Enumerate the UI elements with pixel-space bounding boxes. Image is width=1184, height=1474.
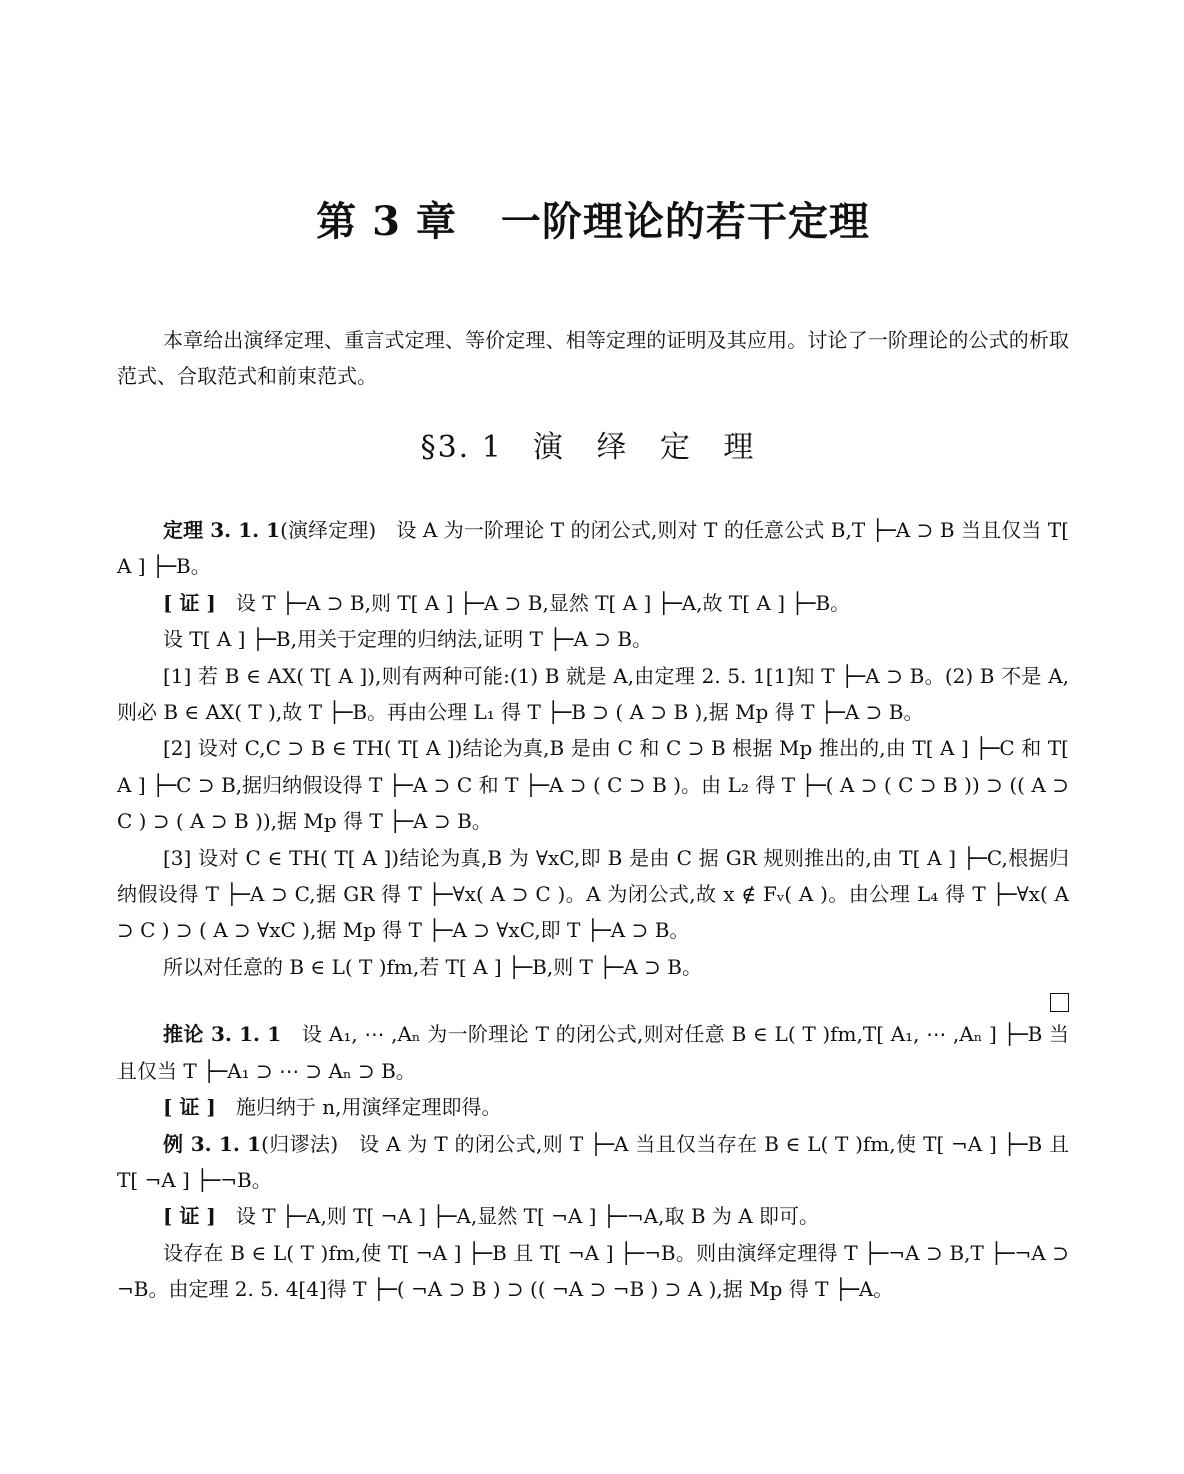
proof-conclusion bbox=[117, 949, 1069, 985]
proof-text: 施归纳于 n,用演绎定理即得。 bbox=[215, 1095, 502, 1120]
theorem-text: (演绎定理) 设 A 为一阶理论 T 的闭公式,则对 T 的任意公式 B,T ├─A ⊃ B 当且仅当 T[ A ] ├─B。 bbox=[117, 518, 1069, 579]
example-paragraph bbox=[117, 1126, 1069, 1199]
proof-paragraph bbox=[117, 1235, 1069, 1308]
section-body bbox=[117, 512, 1069, 1308]
proof-text: [1] 若 B ∈ AX( T[ A ]),则有两种可能:(1) B 就是 A,由定理 2. 5. 1[1]知 T ├─A ⊃ B。(2) B 不是 A,则必 B ∈ AX( T ),故 T ├─B。再由公理 L₁ 得 T ├─B ⊃ ( A ⊃ B ),据 Mp 得 T ├─A ⊃ B。 bbox=[117, 663, 1069, 725]
chapter-intro: 本章给出演绎定理、重言式定理、等价定理、相等定理的证明及其应用。讨论了一阶理论的公式的析取范式、合取范式和前束范式。 bbox=[117, 328, 1069, 388]
qed-square-icon bbox=[1050, 993, 1069, 1012]
proof-text: 所以对任意的 B ∈ L( T )fm,若 T[ A ] ├─B,则 T ├─A ⊃ B。 bbox=[163, 954, 702, 979]
chapter-title: 一阶理论的若干定理 bbox=[500, 198, 870, 245]
example-text: (归谬法) 设 A 为 T 的闭公式,则 T ├─A 当且仅当存在 B ∈ L( T )fm,使 T[ ¬A ] ├─B 且 T[ ¬A ] ├─¬B。 bbox=[117, 1131, 1069, 1192]
corollary-label: 推论 3. 1. 1 bbox=[163, 1022, 282, 1047]
proof-label: [ 证 ] bbox=[163, 1204, 216, 1229]
section-title: 演 绎 定 理 bbox=[532, 430, 766, 465]
proof-case-3 bbox=[117, 840, 1069, 949]
chapter-heading bbox=[117, 190, 1069, 247]
proof-label: [ 证 ] bbox=[163, 590, 216, 615]
chapter-number: 第 3 章 bbox=[316, 198, 457, 245]
proof-text: [2] 设对 C,C ⊃ B ∈ TH( T[ A ])结论为真,B 是由 C 和 C ⊃ B 根据 Mp 推出的,由 T[ A ] ├─C 和 T[ A ] ├─C ⊃ B,据归纳假设得 T ├─A ⊃ C 和 T ├─A ⊃ ( C ⊃ B )。由 L₂ 得 T ├─( A ⊃ ( C ⊃ B )) ⊃ (( A ⊃ C ) ⊃ ( A ⊃ B )),据 Mp 得 T ├─A ⊃ B。 bbox=[117, 736, 1069, 834]
proof-paragraph bbox=[117, 1089, 1069, 1125]
proof-case-1 bbox=[117, 658, 1069, 731]
proof-text: [3] 设对 C ∈ TH( T[ A ])结论为真,B 为 ∀xC,即 B 是由 C 据 GR 规则推出的,由 T[ A ] ├─C,根据归纳假设得 T ├─A ⊃ C,据 GR 得 T ├─∀x( A ⊃ C )。A 为闭公式,故 x ∉ Fᵥ( A )。由公理 L₄ 得 T ├─∀x( A ⊃ C ) ⊃ ( A ⊃ ∀xC ),据 Mp 得 T ├─A ⊃ ∀xC,即 T ├─A ⊃ B。 bbox=[117, 845, 1069, 943]
section-number: §3. 1 bbox=[420, 430, 503, 465]
corollary-paragraph bbox=[117, 1016, 1069, 1089]
example-label: 例 3. 1. 1 bbox=[163, 1131, 262, 1156]
proof-text: 设存在 B ∈ L( T )fm,使 T[ ¬A ] ├─B 且 T[ ¬A ] ├─¬B。则由演绎定理得 T ├─¬A ⊃ B,T ├─¬A ⊃ ¬B。由定理 2. 5. 4[4]得 T ├─( ¬A ⊃ B ) ⊃ (( ¬A ⊃ ¬B ) ⊃ A ),据 Mp 得 T ├─A。 bbox=[117, 1240, 1069, 1302]
proof-label: [ 证 ] bbox=[163, 1095, 216, 1120]
proof-case-2 bbox=[117, 730, 1069, 839]
proof-text: 设 T ├─A ⊃ B,则 T[ A ] ├─A ⊃ B,显然 T[ A ] ├─A,故 T[ A ] ├─B。 bbox=[215, 590, 851, 615]
proof-paragraph bbox=[117, 1198, 1069, 1234]
proof-text: 设 T ├─A,则 T[ ¬A ] ├─A,显然 T[ ¬A ] ├─¬A,取 B 为 A 即可。 bbox=[215, 1204, 820, 1229]
proof-paragraph bbox=[117, 585, 1069, 621]
corollary-text: 设 A₁, ⋯ ,Aₙ 为一阶理论 T 的闭公式,则对任意 B ∈ L( T )fm,T[ A₁, ⋯ ,Aₙ ] ├─B 当且仅当 T ├─A₁ ⊃ ⋯ ⊃ Aₙ ⊃ B。 bbox=[117, 1022, 1070, 1083]
proof-text: 设 T[ A ] ├─B,用关于定理的归纳法,证明 T ├─A ⊃ B。 bbox=[163, 627, 653, 652]
section-heading bbox=[117, 422, 1069, 466]
theorem-label: 定理 3. 1. 1 bbox=[163, 518, 281, 542]
proof-paragraph bbox=[117, 621, 1069, 657]
theorem-paragraph bbox=[117, 512, 1069, 585]
